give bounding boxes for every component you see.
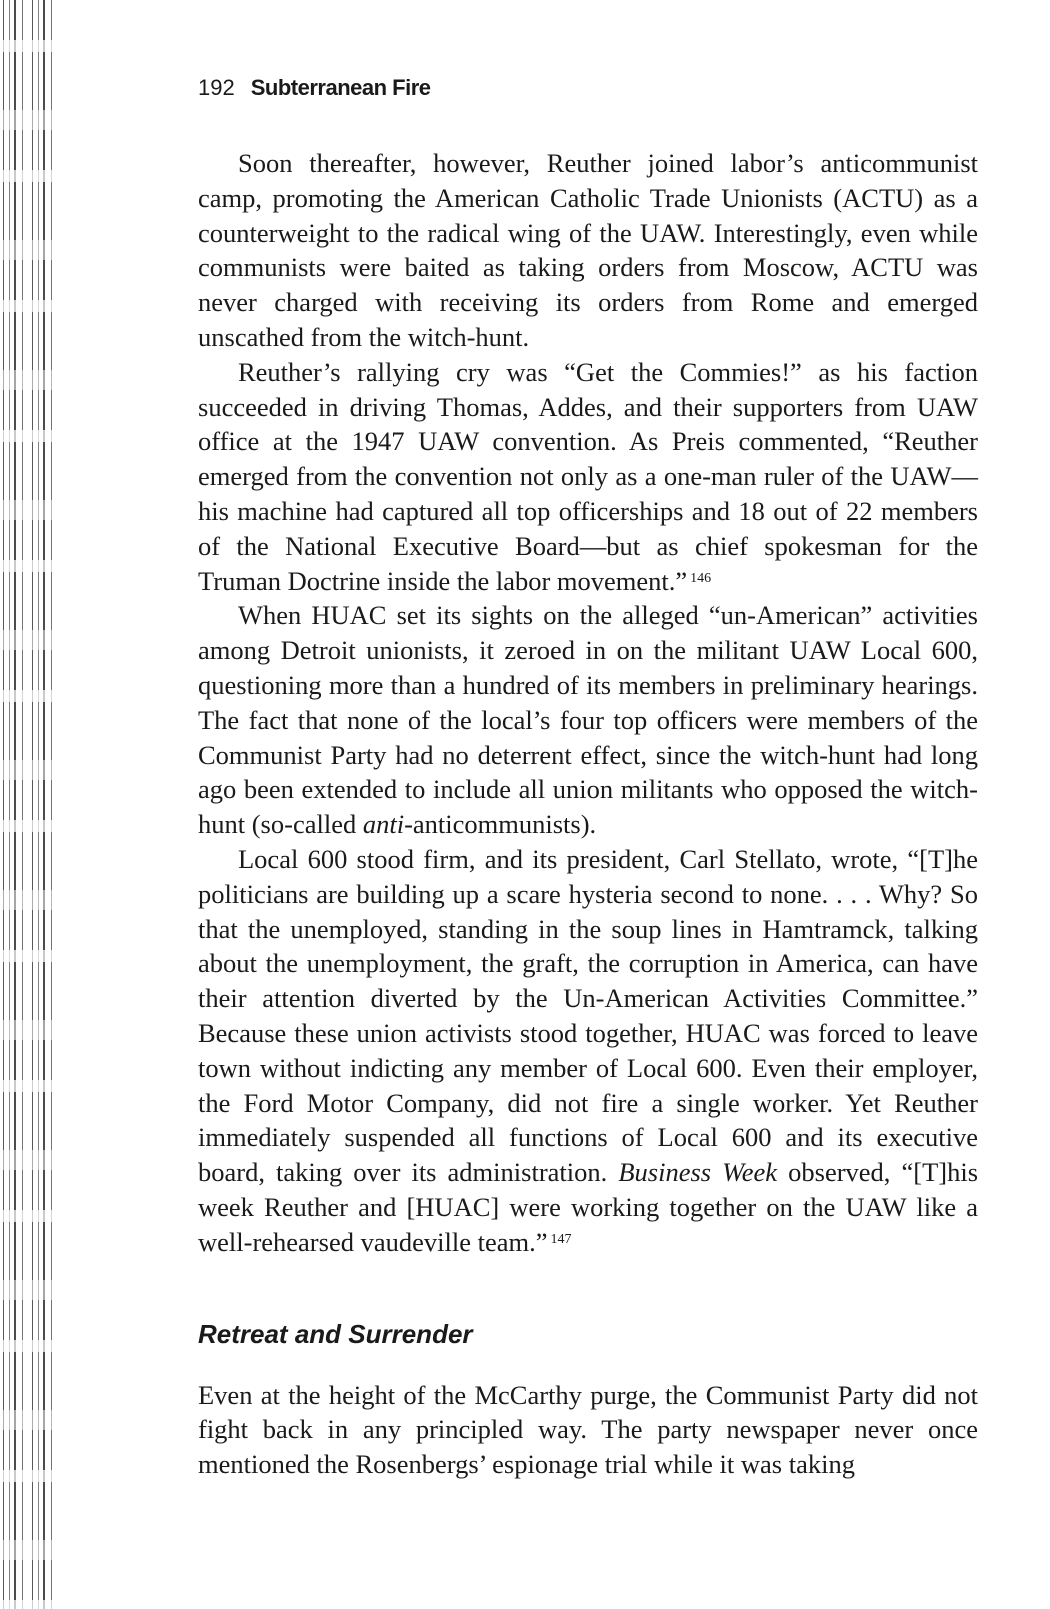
section-first-paragraph <box>198 1378 978 1482</box>
running-head <box>198 70 431 106</box>
paragraph-1 <box>198 146 978 355</box>
paragraph-2-text: Reuther’s rallying cry was “Get the Commies!” as his faction succeeded in driving Thomas, Addes, and their supporters from UAW office at the 1947 UAW convention. As Preis commented, “Reuther emerged from the convention not only as a one-man ruler of the UAW—his machine had captured all top officerships and 18 out of 22 members of the National Executive Board—but as chief spokesman for the Truman Doctrine inside the labor movement.” <box>198 356 978 596</box>
paragraph-4-italic: Business Week <box>618 1157 778 1188</box>
paragraph-1-text: Soon thereafter, however, Reuther joined labor’s anticommunist camp, promoting the American Catholic Trade Unionists (ACTU) as a counterweight to the radical wing of the UAW. Interestingly, even while communists were baited as taking orders from Moscow, ACTU was never charged with receiving its orders from Rome and emerged unscathed from the witch-hunt. <box>198 148 978 352</box>
footnote-ref-146: 146 <box>690 570 712 586</box>
binding-edge-fade <box>0 0 58 1609</box>
footnote-ref-147: 147 <box>550 1231 572 1247</box>
paragraph-4-text-after: observed, “[T]his week Reuther and [HUAC] were working together on the UAW like a well-rehearsed vaudeville team.” <box>198 1157 979 1257</box>
page-number: 192 <box>198 75 235 100</box>
paragraph-3-italic: anti <box>362 809 405 840</box>
book-title: Subterranean Fire <box>250 75 431 100</box>
paragraph-3-text-before: When HUAC set its sights on the alleged “un-American” activities among Detroit unionists, it zeroed in on the militant UAW Local 600, questioning more than a hundred of its members in preliminary hearings. The fact that none of the local’s four top officers were members of the Communist Party had no deterrent effect, since the witch-hunt had long ago been extended to include all union militants who opposed the witch-hunt (so-called <box>198 600 978 840</box>
paragraph-3-text-after: -anticommunists). <box>404 809 597 840</box>
section-heading: Retreat and Surrender <box>198 1318 473 1349</box>
paragraph-4 <box>198 842 978 1260</box>
paragraph-2 <box>198 355 978 599</box>
section-first-paragraph-text: Even at the height of the McCarthy purge, the Communist Party did not fight back in any principled way. The party newspaper never once mentioned the Rosenbergs’ espionage trial while it was taking <box>198 1379 978 1480</box>
paragraph-4-text-before: Local 600 stood firm, and its president, Carl Stellato, wrote, “[T]he politicians are building up a scare hysteria second to none. . . . Why? So that the unemployed, standing in the soup lines in Hamtramck, talking about the unemployment, the graft, the corruption in America, can have their attention diverted by the Un-American Activities Committee.” Because these union activists stood together, HUAC was forced to leave town without indicting any member of Local 600. Even their employer, the Ford Motor Company, did not fire a single worker. Yet Reuther immediately suspended all functions of Local 600 and its executive board, taking over its administration. <box>198 843 978 1188</box>
body-text <box>198 146 978 1482</box>
paragraph-3 <box>198 598 978 842</box>
